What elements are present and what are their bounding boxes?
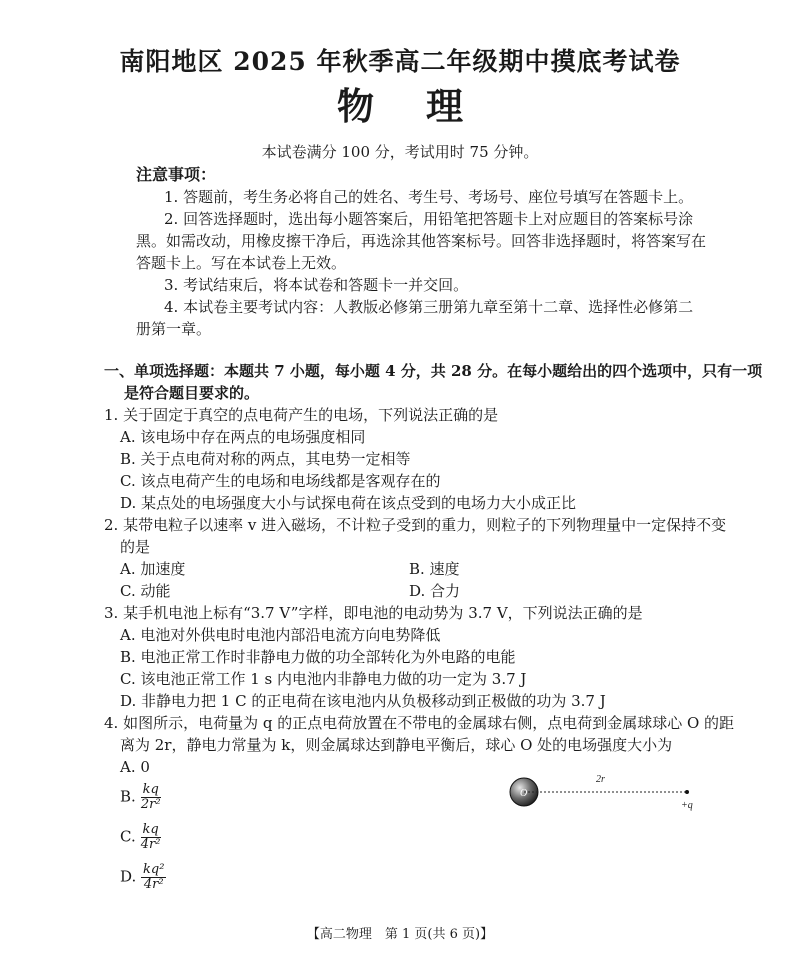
q1-option-a: A. 该电场中存在两点的电场强度相同 — [120, 428, 366, 446]
q4-option-c-fraction — [141, 823, 161, 852]
notes-heading: 注意事项： — [136, 165, 217, 184]
q4-option-c-label: C. — [120, 827, 136, 846]
q4-option-c — [120, 823, 161, 852]
center-label: O — [520, 788, 528, 799]
notes-line: 答题卡上。写在本试卷上无效。 — [136, 254, 347, 272]
q2-option-d: D. 合力 — [409, 582, 461, 600]
notes-line: 2. 回答选择题时，选出每小题答案后，用铅笔把答题卡上对应题目的答案标号涂 — [164, 210, 694, 228]
notes-line: 黑。如需改动，用橡皮擦干净后，再选涂其他答案标号。回答非选择题时，将答案写在 — [136, 232, 707, 250]
q4-option-d-label: D. — [120, 867, 137, 886]
charge-label: +q — [681, 800, 693, 811]
q4-stem-cont: 离为 2r，静电力常量为 k，则金属球达到静电平衡后，球心 O 处的电场强度大小为 — [120, 736, 673, 754]
q2-option-c: C. 动能 — [120, 582, 171, 600]
q1-option-c: C. 该点电荷产生的电场和电场线都是客观存在的 — [120, 472, 441, 490]
q4-option-d-denominator: 4r² — [143, 877, 164, 892]
subject-title: 物理 — [337, 84, 515, 128]
distance-label: 2r — [596, 774, 605, 785]
q4-option-b-numerator: kq — [142, 782, 159, 797]
exam-meta: 本试卷满分 100 分，考试用时 75 分钟。 — [261, 143, 539, 161]
q4-option-b-fraction — [141, 783, 161, 812]
q3-option-d: D. 非静电力把 1 C 的正电荷在该电池内从负极移动到正极做的功为 3.7 J — [120, 692, 606, 710]
q4-option-c-numerator: kq — [142, 822, 159, 837]
q4-option-a: A. 0 — [120, 758, 150, 776]
q1-option-b: B. 关于点电荷对称的两点，其电势一定相等 — [120, 450, 411, 468]
page-footer: 【高二物理 第 1 页(共 6 页)】 — [306, 927, 494, 942]
q4-option-b-label: B. — [120, 787, 136, 806]
q3-option-b: B. 电池正常工作时非静电力做的功全部转化为外电路的电能 — [120, 648, 516, 666]
notes-line: 4. 本试卷主要考试内容：人教版必修第三册第九章至第十二章、选择性必修第二 — [164, 298, 694, 316]
q2-stem-cont: 的是 — [120, 538, 151, 556]
q4-option-b-denominator: 2r² — [140, 797, 161, 812]
q3-option-c: C. 该电池正常工作 1 s 内电池内非静电力做的功一定为 3.7 J — [120, 670, 527, 688]
q4-figure — [500, 768, 705, 820]
q3-stem: 3. 某手机电池上标有“3.7 V”字样，即电池的电动势为 3.7 V，下列说法正确的是 — [104, 604, 643, 622]
q4-option-c-denominator: 4r² — [140, 837, 161, 852]
q3-option-a: A. 电池对外供电时电池内部沿电流方向电势降低 — [120, 626, 441, 644]
q2-option-b: B. 速度 — [409, 560, 460, 578]
notes-line: 1. 答题前，考生务必将自己的姓名、考生号、考场号、座位号填写在答题卡上。 — [164, 188, 694, 206]
notes-line: 册第一章。 — [136, 320, 212, 338]
section-heading-cont: 是符合题目要求的。 — [124, 384, 260, 402]
q2-option-a: A. 加速度 — [120, 560, 186, 578]
q2-stem: 2. 某带电粒子以速率 v 进入磁场，不计粒子受到的重力，则粒子的下列物理量中一定保持不变 — [104, 516, 727, 534]
exam-title: 南阳地区 2025 年秋季高二年级期中摸底考试卷 — [119, 47, 681, 76]
notes-line: 3. 考试结束后，将本试卷和答题卡一并交回。 — [164, 276, 469, 294]
q4-option-d-numerator: kq² — [143, 862, 165, 877]
q1-option-d: D. 某点处的电场强度大小与试探电荷在该点受到的电场力大小成正比 — [120, 494, 577, 512]
q1-stem: 1. 关于固定于真空的点电荷产生的电场，下列说法正确的是 — [104, 406, 499, 424]
section-heading: 一、单项选择题：本题共 7 小题，每小题 4 分，共 28 分。在每小题给出的四个选项中，只有一项 — [104, 362, 763, 380]
q4-stem: 4. 如图所示，电荷量为 q 的正点电荷放置在不带电的金属球右侧，点电荷到金属球球心 O 的距 — [104, 714, 735, 732]
q4-option-d — [120, 863, 166, 892]
q4-option-b — [120, 783, 161, 812]
point-charge — [685, 790, 689, 794]
q4-option-d-fraction — [141, 863, 166, 892]
